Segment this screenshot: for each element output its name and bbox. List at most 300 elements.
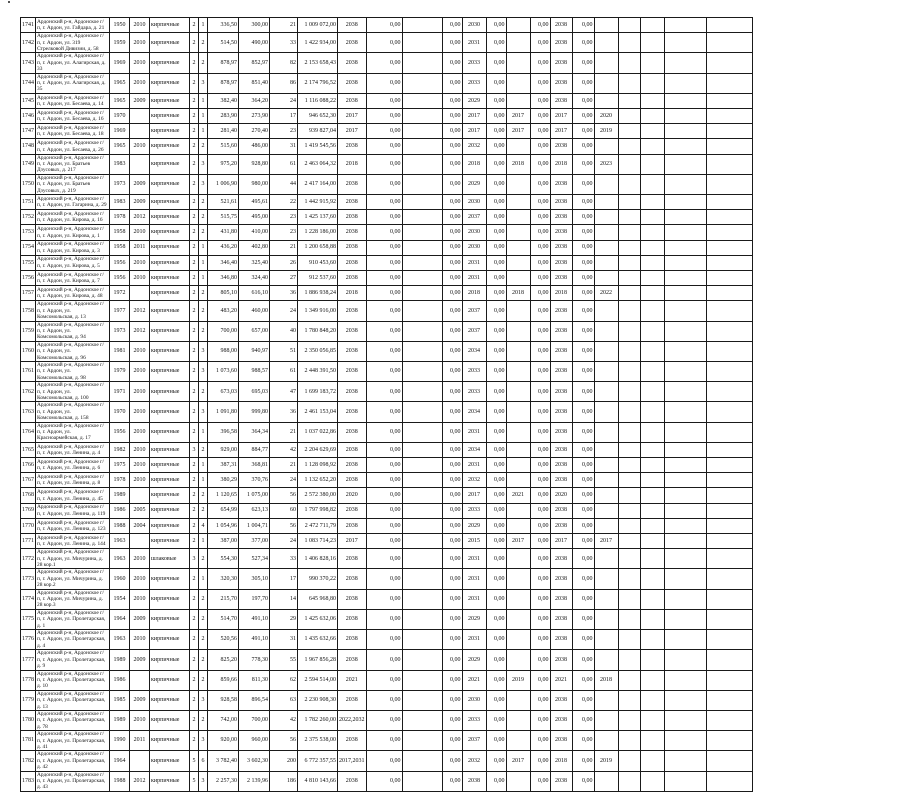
- cell-mat: кирпичные: [150, 139, 190, 154]
- cell-yc: [506, 473, 530, 488]
- cell-y2: 2012: [130, 301, 150, 321]
- cell-n: 1742: [21, 33, 36, 53]
- cell-mat: кирпичные: [150, 73, 190, 93]
- cell-addr: Ардонский р-н, Ардонское г/п, г. Ардон, ул. Ленина, д. 6: [36, 458, 110, 473]
- table-row: [21, 33, 753, 53]
- cell-yc: [506, 53, 530, 73]
- cell-yb: 2031: [462, 458, 486, 473]
- cell-cost: 2 572 380,00: [298, 488, 338, 503]
- cell-empty: [706, 382, 752, 402]
- cell-v2: 0,00: [442, 139, 462, 154]
- cell-v1: 0,00: [366, 549, 402, 569]
- cell-v1: 0,00: [366, 670, 402, 690]
- cell-e: 2: [199, 225, 208, 240]
- cell-ye: [594, 93, 618, 108]
- cell-n: 1777: [21, 650, 36, 670]
- cell-empty: [706, 341, 752, 361]
- cell-v3: 0,00: [486, 731, 506, 751]
- cell-empty: [618, 139, 640, 154]
- cell-empty: [640, 195, 664, 210]
- cell-cost: 1 406 828,16: [298, 549, 338, 569]
- cell-empty: [618, 174, 640, 194]
- cell-v4: 0,00: [530, 731, 550, 751]
- cell-empty: [640, 382, 664, 402]
- cell-p: 17: [270, 109, 298, 124]
- cell-empty: [664, 301, 706, 321]
- cell-empty: [706, 710, 752, 730]
- cell-v4: 0,00: [530, 33, 550, 53]
- cell-ya: 2038: [338, 270, 367, 285]
- cell-mat: кирпичные: [150, 402, 190, 422]
- cell-e: 2: [199, 670, 208, 690]
- cell-e: 2: [199, 488, 208, 503]
- cell-s2: 3 602,30: [239, 751, 270, 771]
- cell-v1: 0,00: [366, 751, 402, 771]
- table-row: [21, 609, 753, 629]
- cell-v4: 0,00: [530, 341, 550, 361]
- cell-v4: 0,00: [530, 402, 550, 422]
- cell-mat: кирпичные: [150, 18, 190, 33]
- cell-f: 2: [190, 240, 199, 255]
- cell-ya: 2038: [338, 73, 367, 93]
- cell-y1: 1958: [110, 225, 130, 240]
- cell-yc: [506, 73, 530, 93]
- cell-yb: 2030: [462, 240, 486, 255]
- cell-yb: 2033: [462, 53, 486, 73]
- cell-y1: 1964: [110, 609, 130, 629]
- cell-v5: 0,00: [572, 93, 594, 108]
- cell-f: 2: [190, 210, 199, 225]
- cell-empty: [402, 73, 442, 93]
- cell-ya: 2038: [338, 630, 367, 650]
- cell-yc: [506, 362, 530, 382]
- cell-empty: [664, 73, 706, 93]
- cell-empty: [664, 93, 706, 108]
- cell-v2: 0,00: [442, 174, 462, 194]
- cell-y2: 2010: [130, 33, 150, 53]
- cell-e: 2: [199, 382, 208, 402]
- cell-v4: 0,00: [530, 569, 550, 589]
- cell-e: 2: [199, 301, 208, 321]
- cell-y1: 1978: [110, 210, 130, 225]
- cell-empty: [402, 650, 442, 670]
- cell-n: 1781: [21, 731, 36, 751]
- cell-empty: [402, 751, 442, 771]
- cell-ye: [594, 382, 618, 402]
- cell-v1: 0,00: [366, 109, 402, 124]
- cell-f: 2: [190, 473, 199, 488]
- cell-v3: 0,00: [486, 382, 506, 402]
- cell-f: 2: [190, 458, 199, 473]
- cell-empty: [706, 240, 752, 255]
- cell-s2: 460,00: [239, 301, 270, 321]
- cell-addr: Ардонский р-н, Ардонское г/п, г. Ардон, ул. Ленина, д. 45: [36, 488, 110, 503]
- cell-yd: 2038: [550, 195, 572, 210]
- cell-yb: 2032: [462, 473, 486, 488]
- cell-empty: [618, 442, 640, 457]
- cell-mat: кирпичные: [150, 109, 190, 124]
- cell-yb: 2033: [462, 382, 486, 402]
- cell-v3: 0,00: [486, 286, 506, 301]
- cell-s2: 370,76: [239, 473, 270, 488]
- cell-empty: [664, 124, 706, 139]
- cell-v2: 0,00: [442, 731, 462, 751]
- cell-ye: [594, 240, 618, 255]
- cell-empty: [402, 321, 442, 341]
- cell-yb: 2015: [462, 534, 486, 549]
- cell-yb: 2032: [462, 139, 486, 154]
- cell-f: 2: [190, 195, 199, 210]
- cell-y2: 2010: [130, 589, 150, 609]
- cell-p: 17: [270, 569, 298, 589]
- cell-ya: 2018: [338, 154, 367, 174]
- cell-empty: [402, 154, 442, 174]
- cell-empty: [640, 286, 664, 301]
- cell-n: 1778: [21, 670, 36, 690]
- cell-empty: [706, 53, 752, 73]
- cell-v5: 0,00: [572, 422, 594, 442]
- cell-ya: 2038: [338, 225, 367, 240]
- cell-s2: 364,20: [239, 93, 270, 108]
- cell-f: 5: [190, 771, 199, 791]
- cell-empty: [402, 270, 442, 285]
- cell-cost: 1 009 072,00: [298, 18, 338, 33]
- cell-mat: кирпичные: [150, 473, 190, 488]
- cell-s2: 273,90: [239, 109, 270, 124]
- cell-yb: 2031: [462, 33, 486, 53]
- cell-v1: 0,00: [366, 473, 402, 488]
- cell-f: 2: [190, 321, 199, 341]
- cell-yb: 2037: [462, 731, 486, 751]
- cell-empty: [618, 382, 640, 402]
- cell-empty: [618, 53, 640, 73]
- cell-ye: 2020: [594, 109, 618, 124]
- cell-yc: [506, 650, 530, 670]
- cell-empty: [618, 569, 640, 589]
- cell-v3: 0,00: [486, 210, 506, 225]
- cell-addr: Ардонский р-н, Ардонское г/п, г. Ардон, ул. Ленина, д. 144: [36, 534, 110, 549]
- cell-s1: 554,30: [208, 549, 239, 569]
- cell-empty: [664, 650, 706, 670]
- cell-s2: 368,81: [239, 458, 270, 473]
- cell-ye: [594, 362, 618, 382]
- cell-p: 42: [270, 710, 298, 730]
- cell-addr: Ардонский р-н, Ардонское г/п, г. Ардон, ул. Бесаева, д. 26: [36, 139, 110, 154]
- cell-empty: [664, 210, 706, 225]
- cell-s2: 486,00: [239, 139, 270, 154]
- table-row: [21, 442, 753, 457]
- cell-empty: [706, 402, 752, 422]
- cell-empty: [402, 139, 442, 154]
- cell-p: 42: [270, 442, 298, 457]
- cell-v1: 0,00: [366, 609, 402, 629]
- cell-empty: [402, 549, 442, 569]
- cell-empty: [640, 503, 664, 518]
- table-row: [21, 518, 753, 533]
- cell-yc: [506, 174, 530, 194]
- cell-v2: 0,00: [442, 458, 462, 473]
- cell-v3: 0,00: [486, 534, 506, 549]
- cell-empty: [402, 402, 442, 422]
- cell-yb: 2021: [462, 670, 486, 690]
- cell-ya: 2038: [338, 402, 367, 422]
- cell-e: 1: [199, 458, 208, 473]
- cell-cost: 2 417 164,00: [298, 174, 338, 194]
- cell-f: 2: [190, 589, 199, 609]
- cell-v5: 0,00: [572, 109, 594, 124]
- cell-p: 31: [270, 139, 298, 154]
- cell-s1: 515,75: [208, 210, 239, 225]
- cell-v3: 0,00: [486, 362, 506, 382]
- cell-f: 2: [190, 488, 199, 503]
- cell-ye: [594, 442, 618, 457]
- cell-e: 1: [199, 93, 208, 108]
- cell-y2: 2010: [130, 402, 150, 422]
- cell-empty: [664, 458, 706, 473]
- cell-s1: 1 091,80: [208, 402, 239, 422]
- cell-empty: [664, 488, 706, 503]
- cell-mat: кирпичные: [150, 458, 190, 473]
- cell-empty: [618, 210, 640, 225]
- cell-e: 2: [199, 33, 208, 53]
- cell-empty: [706, 422, 752, 442]
- cell-yd: 2018: [550, 286, 572, 301]
- cell-ya: 2038: [338, 139, 367, 154]
- cell-y2: 2010: [130, 382, 150, 402]
- cell-y1: 1989: [110, 488, 130, 503]
- cell-v5: 0,00: [572, 341, 594, 361]
- cell-p: 56: [270, 518, 298, 533]
- cell-empty: [640, 690, 664, 710]
- cell-y2: [130, 670, 150, 690]
- cell-e: 2: [199, 589, 208, 609]
- cell-empty: [618, 321, 640, 341]
- cell-yb: 2037: [462, 321, 486, 341]
- cell-v5: 0,00: [572, 240, 594, 255]
- cell-p: 22: [270, 195, 298, 210]
- cell-v1: 0,00: [366, 255, 402, 270]
- cell-addr: Ардонский р-н, Ардонское г/п, г. Ардон, ул. Бесаева, д. 18: [36, 124, 110, 139]
- cell-cost: 2 461 153,04: [298, 402, 338, 422]
- cell-yd: 2038: [550, 402, 572, 422]
- cell-y2: 2010: [130, 422, 150, 442]
- cell-cost: 1 782 260,00: [298, 710, 338, 730]
- cell-empty: [640, 549, 664, 569]
- cell-s1: 320,30: [208, 569, 239, 589]
- cell-cost: 1 442 915,92: [298, 195, 338, 210]
- cell-s1: 515,60: [208, 139, 239, 154]
- cell-y2: 2009: [130, 195, 150, 210]
- cell-n: 1747: [21, 124, 36, 139]
- cell-n: 1765: [21, 442, 36, 457]
- cell-n: 1757: [21, 286, 36, 301]
- table-row: [21, 771, 753, 791]
- cell-y2: 2010: [130, 442, 150, 457]
- cell-v4: 0,00: [530, 195, 550, 210]
- cell-empty: [618, 286, 640, 301]
- cell-ye: [594, 589, 618, 609]
- cell-e: 3: [199, 771, 208, 791]
- cell-yb: 2034: [462, 402, 486, 422]
- cell-n: 1761: [21, 362, 36, 382]
- cell-v5: 0,00: [572, 270, 594, 285]
- cell-empty: [402, 286, 442, 301]
- cell-e: 2: [199, 442, 208, 457]
- cell-v3: 0,00: [486, 301, 506, 321]
- cell-yb: 2033: [462, 362, 486, 382]
- cell-f: 2: [190, 174, 199, 194]
- cell-empty: [640, 124, 664, 139]
- cell-y2: 2010: [130, 341, 150, 361]
- cell-yd: 2038: [550, 362, 572, 382]
- cell-mat: кирпичные: [150, 710, 190, 730]
- cell-mat: кирпичные: [150, 93, 190, 108]
- cell-yd: 2038: [550, 690, 572, 710]
- cell-y2: 2009: [130, 93, 150, 108]
- cell-v5: 0,00: [572, 751, 594, 771]
- cell-yc: [506, 422, 530, 442]
- cell-v1: 0,00: [366, 286, 402, 301]
- cell-v5: 0,00: [572, 321, 594, 341]
- cell-s2: 491,10: [239, 630, 270, 650]
- cell-f: 2: [190, 534, 199, 549]
- cell-addr: Ардонский р-н, Ардонское г/п, г. Ардон, ул. Комсомольская, д. 158: [36, 402, 110, 422]
- cell-empty: [402, 473, 442, 488]
- cell-empty: [402, 609, 442, 629]
- cell-empty: [664, 240, 706, 255]
- cell-s1: 920,00: [208, 731, 239, 751]
- cell-n: 1758: [21, 301, 36, 321]
- cell-ye: 2018: [594, 670, 618, 690]
- cell-v2: 0,00: [442, 301, 462, 321]
- cell-p: 82: [270, 53, 298, 73]
- cell-s1: 521,61: [208, 195, 239, 210]
- table-row: [21, 362, 753, 382]
- cell-f: 2: [190, 690, 199, 710]
- cell-s2: 960,00: [239, 731, 270, 751]
- cell-y1: 1971: [110, 382, 130, 402]
- cell-empty: [664, 225, 706, 240]
- cell-yc: 2017: [506, 751, 530, 771]
- cell-y2: 2012: [130, 771, 150, 791]
- cell-cost: 1 425 137,60: [298, 210, 338, 225]
- cell-yc: [506, 518, 530, 533]
- cell-s1: 514,50: [208, 33, 239, 53]
- cell-f: 2: [190, 569, 199, 589]
- cell-empty: [402, 589, 442, 609]
- cell-y1: 1986: [110, 503, 130, 518]
- cell-y1: 1983: [110, 195, 130, 210]
- cell-yb: 2032: [462, 751, 486, 771]
- cell-yd: 2038: [550, 93, 572, 108]
- cell-p: 61: [270, 154, 298, 174]
- cell-yb: 2031: [462, 270, 486, 285]
- cell-y1: 1975: [110, 458, 130, 473]
- cell-s2: 270,40: [239, 124, 270, 139]
- cell-ye: [594, 488, 618, 503]
- cell-empty: [618, 609, 640, 629]
- cell-empty: [640, 518, 664, 533]
- cell-addr: Ардонский р-н, Ардонское г/п, г. Ардон, ул. 319 Стрелковой Дивизии, д. 58: [36, 33, 110, 53]
- cell-v1: 0,00: [366, 240, 402, 255]
- cell-p: 36: [270, 286, 298, 301]
- cell-yb: 2031: [462, 589, 486, 609]
- cell-v4: 0,00: [530, 53, 550, 73]
- cell-empty: [706, 650, 752, 670]
- cell-p: 62: [270, 670, 298, 690]
- cell-y1: 1963: [110, 630, 130, 650]
- cell-mat: кирпичные: [150, 569, 190, 589]
- cell-s2: 884,77: [239, 442, 270, 457]
- cell-addr: Ардонский р-н, Ардонское г/п, г. Ардон, ул. Ленина, д. 4: [36, 442, 110, 457]
- cell-cost: 1 228 186,00: [298, 225, 338, 240]
- cell-v2: 0,00: [442, 341, 462, 361]
- cell-v3: 0,00: [486, 710, 506, 730]
- cell-ye: [594, 33, 618, 53]
- cell-v1: 0,00: [366, 53, 402, 73]
- cell-mat: кирпичные: [150, 771, 190, 791]
- cell-addr: Ардонский р-н, Ардонское г/п, г. Ардон, ул. Пролетарская, д. 9: [36, 650, 110, 670]
- cell-v3: 0,00: [486, 422, 506, 442]
- cell-cost: 946 652,30: [298, 109, 338, 124]
- cell-f: 2: [190, 402, 199, 422]
- cell-yc: [506, 321, 530, 341]
- table-row: [21, 255, 753, 270]
- cell-empty: [402, 93, 442, 108]
- table-row: [21, 549, 753, 569]
- cell-empty: [706, 210, 752, 225]
- cell-empty: [706, 225, 752, 240]
- cell-v1: 0,00: [366, 210, 402, 225]
- cell-v1: 0,00: [366, 18, 402, 33]
- cell-yd: 2018: [550, 751, 572, 771]
- cell-p: 21: [270, 18, 298, 33]
- cell-s1: 673,03: [208, 382, 239, 402]
- cell-ya: 2017: [338, 109, 367, 124]
- cell-empty: [706, 124, 752, 139]
- document-sheet: [20, 17, 753, 792]
- cell-v3: 0,00: [486, 154, 506, 174]
- cell-v3: 0,00: [486, 255, 506, 270]
- cell-ye: [594, 341, 618, 361]
- cell-yd: 2017: [550, 124, 572, 139]
- cell-cost: 1 132 652,20: [298, 473, 338, 488]
- cell-s2: 852,97: [239, 53, 270, 73]
- cell-empty: [640, 93, 664, 108]
- cell-e: 3: [199, 341, 208, 361]
- cell-yb: 2033: [462, 73, 486, 93]
- cell-empty: [640, 73, 664, 93]
- cell-empty: [402, 710, 442, 730]
- cell-empty: [402, 174, 442, 194]
- cell-empty: [664, 473, 706, 488]
- cell-e: 1: [199, 534, 208, 549]
- cell-f: 2: [190, 270, 199, 285]
- cell-v3: 0,00: [486, 751, 506, 771]
- cell-mat: кирпичные: [150, 422, 190, 442]
- cell-empty: [640, 589, 664, 609]
- cell-yd: 2038: [550, 771, 572, 791]
- cell-v3: 0,00: [486, 18, 506, 33]
- cell-v3: 0,00: [486, 442, 506, 457]
- cell-yc: [506, 442, 530, 457]
- cell-empty: [402, 33, 442, 53]
- cell-yb: 2029: [462, 174, 486, 194]
- cell-v5: 0,00: [572, 670, 594, 690]
- cell-n: 1752: [21, 210, 36, 225]
- table-row: [21, 270, 753, 285]
- cell-v2: 0,00: [442, 402, 462, 422]
